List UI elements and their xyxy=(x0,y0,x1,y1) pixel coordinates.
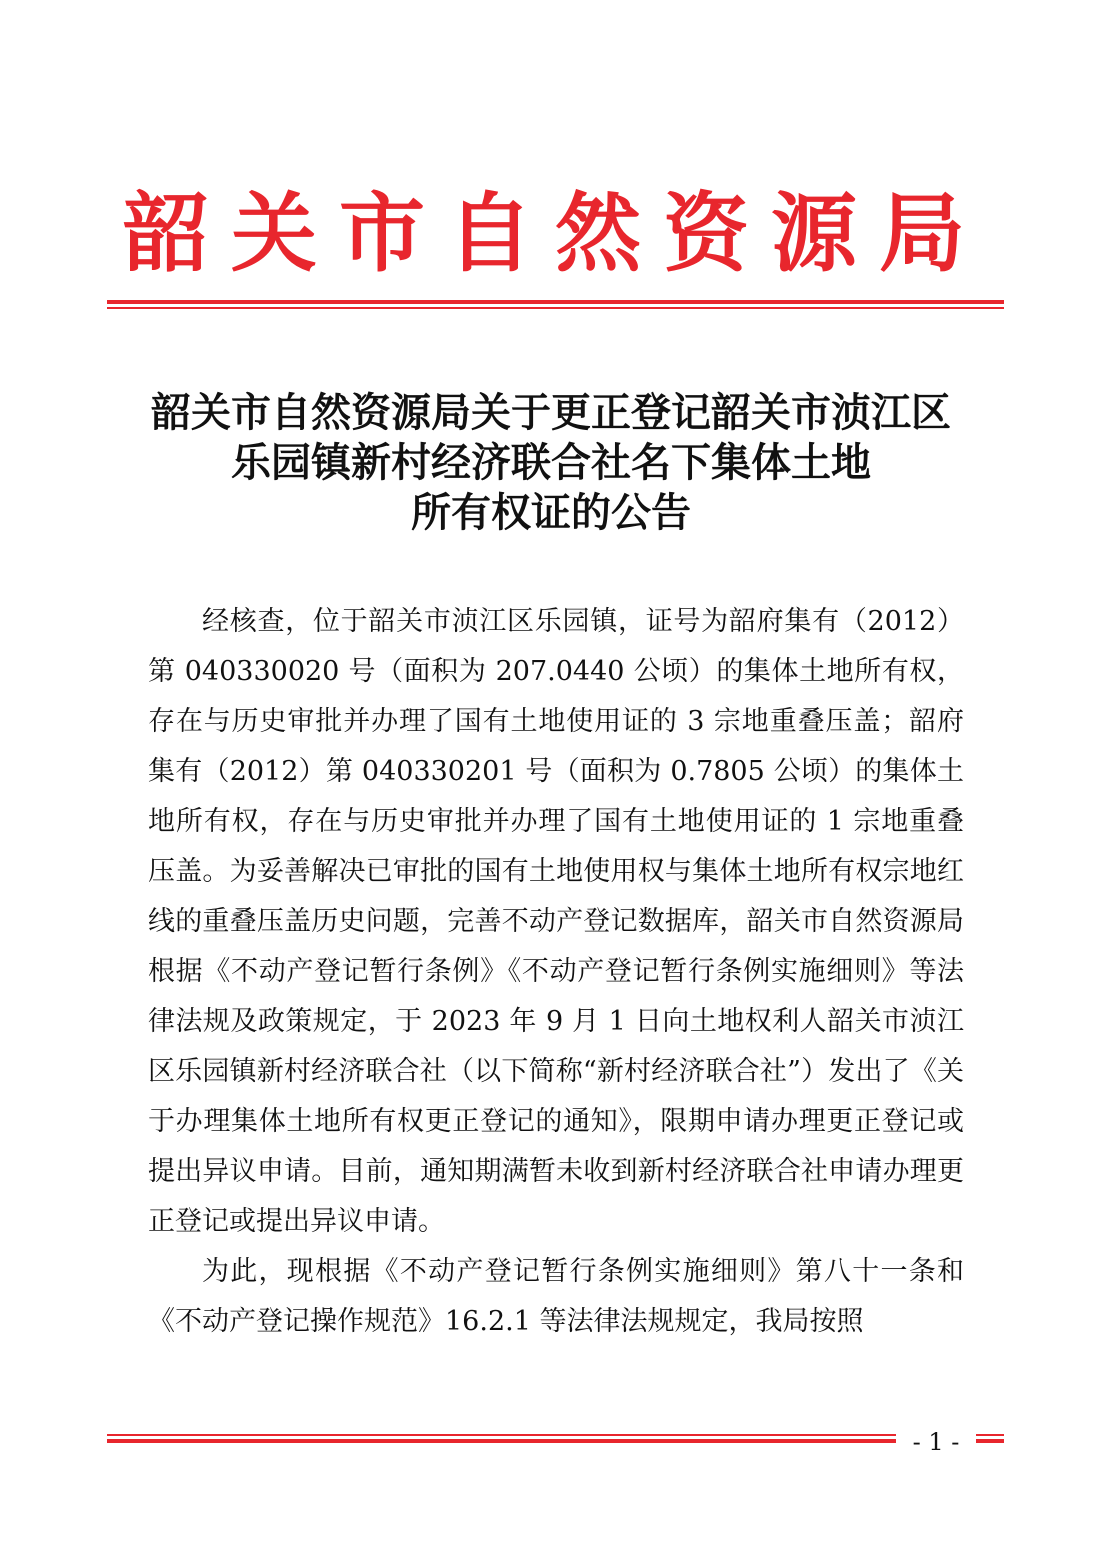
notice-title-line-3: 所有权证的公告 xyxy=(411,489,691,536)
footer-rule-thick xyxy=(107,1439,1004,1443)
notice-title xyxy=(0,388,1102,538)
notice-body xyxy=(148,597,964,1347)
page-number: - 1 - xyxy=(896,1428,976,1456)
header-rule-thick xyxy=(107,300,1004,304)
body-paragraph-2: 为此，现根据《不动产登记暂行条例实施细则》第八十一条和《不动产登记操作规范》16.2.1 等法律法规规定，我局按照 xyxy=(148,1256,964,1337)
body-paragraph-1: 经核查，位于韶关市浈江区乐园镇，证号为韶府集有（2012）第 040330020 号（面积为 207.0440 公顷）的集体土地所有权，存在与历史审批并办理了国有土地使用证的 3 宗地重叠压盖；韶府集有（2012）第 040330201 号（面积为 0.7805 公顷）的集体土地所有权，存在与历史审批并办理了国有土地使用证的 1 宗地重叠压盖。为妥善解决已审批的国有土地使用权与集体土地所有权宗地红线的重叠压盖历史问题，完善不动产登记数据库，韶关市自然资源局根据《不动产登记暂行条例》《不动产登记暂行条例实施细则》等法律法规及政策规定，于 2023 年 9 月 1 日向土地权利人韶关市浈江区乐园镇新村经济联合社（以下简称“新村经济联合社”）发出了《关于办理集体土地所有权更正登记的通知》，限期申请办理更正登记或提出异议申请。目前，通知期满暂未收到新村经济联合社申请办理更正登记或提出异议申请。 xyxy=(148,606,964,1237)
notice-title-line-1: 韶关市自然资源局关于更正登记韶关市浈江区 xyxy=(151,389,951,436)
agency-header-title: 韶关市自然资源局 xyxy=(123,183,987,284)
footer-rule-thin xyxy=(107,1434,1004,1436)
notice-title-line-2: 乐园镇新村经济联合社名下集体土地 xyxy=(231,439,871,486)
header-rule-thin xyxy=(107,307,1004,309)
